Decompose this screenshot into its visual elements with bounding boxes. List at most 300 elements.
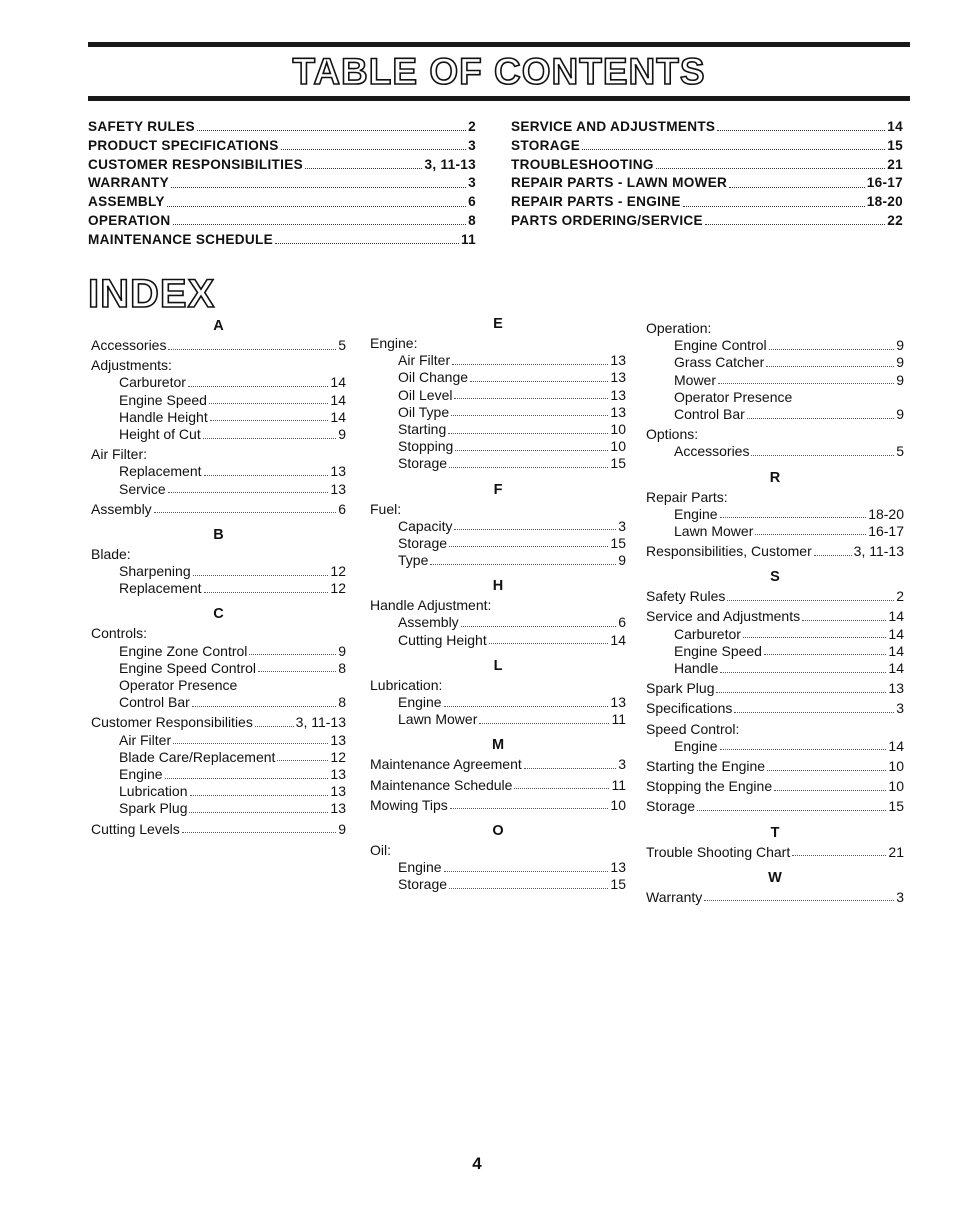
index-entry-page: 13 — [610, 694, 626, 710]
index-entry — [370, 369, 626, 386]
index-entry-label: Assembly — [91, 500, 152, 517]
index-entry-page: 13 — [330, 783, 346, 800]
index-entry-label: Cutting Height — [398, 631, 487, 648]
index-entry — [646, 523, 904, 540]
index-letter-heading: W — [768, 869, 782, 886]
index-leader-dots — [454, 397, 608, 399]
index-entry — [91, 714, 346, 731]
index-leader-dots — [204, 474, 329, 476]
index-letter-heading: B — [213, 526, 224, 543]
toc-entry — [88, 231, 476, 250]
index-entry-label: Replacement — [119, 463, 202, 480]
index-entry-label: Maintenance Agreement — [370, 756, 522, 773]
index-entry-page: 13 — [330, 731, 346, 748]
index-entry-page: 3 — [618, 517, 626, 534]
index-entry — [370, 352, 626, 369]
toc-entry-page: 3 — [468, 137, 476, 153]
index-letter-heading: R — [769, 469, 781, 486]
index-leader-dots — [444, 705, 609, 707]
toc-entry — [88, 212, 476, 231]
index-leader-dots — [720, 671, 886, 673]
index-column-1 — [91, 316, 346, 838]
index-entry — [91, 783, 346, 800]
index-entry — [370, 455, 626, 472]
index-entry-label: Controls: — [91, 625, 148, 642]
index-entry-page: 14 — [888, 625, 904, 642]
toc-leader-dots — [281, 148, 466, 150]
index-entry-label: Control Bar — [119, 694, 190, 711]
toc-entry-page: 3, 11-13 — [424, 156, 476, 172]
index-entry-label: Service and Adjustments — [646, 608, 801, 625]
index-leader-dots — [774, 789, 886, 791]
toc-entry-page: 16-17 — [866, 175, 903, 191]
index-entry-page: 10 — [610, 796, 626, 813]
toc-left-column — [88, 118, 476, 250]
index-entry-label: Blade Care/Replacement — [119, 748, 276, 765]
index-entry-page: 13 — [330, 765, 346, 782]
index-entry-page: 9 — [896, 405, 904, 422]
index-entry-page: 13 — [610, 369, 626, 386]
index-leader-dots — [203, 437, 336, 439]
index-entry — [91, 446, 346, 463]
index-leader-dots — [444, 870, 609, 872]
index-entry-label: Oil Change — [398, 369, 469, 386]
index-leader-dots — [189, 811, 328, 813]
index-leader-dots — [182, 831, 336, 833]
index-entry-page: 11 — [611, 711, 626, 728]
toc-entry — [88, 118, 476, 137]
index-leader-dots — [192, 705, 336, 707]
index-entry — [646, 372, 904, 389]
index-leader-dots — [277, 759, 328, 761]
index-entry-page: 10 — [888, 778, 904, 795]
index-entry — [646, 700, 904, 717]
toc-entry — [511, 137, 903, 156]
index-letter-heading: A — [213, 318, 224, 334]
toc-entry — [511, 156, 903, 175]
index-entry-label: Engine Speed Control — [119, 659, 256, 676]
index-leader-dots — [168, 348, 336, 350]
index-entry-label: Starting — [398, 420, 447, 437]
index-entry — [91, 337, 346, 354]
index-letter-heading: T — [770, 824, 780, 841]
index-letter-heading: M — [491, 737, 505, 754]
index-entry — [646, 660, 904, 677]
index-leader-dots — [449, 545, 608, 547]
index-entry-label: Warranty — [646, 888, 703, 905]
index-entry — [646, 680, 904, 697]
index-entry-page: 13 — [330, 463, 346, 480]
index-leader-dots — [720, 748, 887, 750]
index-leader-dots — [755, 533, 866, 535]
index-leader-dots — [718, 382, 894, 384]
index-entry-label: Operator Presence — [119, 677, 238, 693]
toc-entry-label: PRODUCT SPECIFICATIONS — [88, 137, 279, 153]
index-entry-label: Spark Plug — [646, 680, 715, 697]
index-entry-label: Accessories — [91, 337, 167, 353]
index-entry — [91, 732, 346, 749]
index-entry — [646, 426, 904, 443]
index-entry-page: 9 — [896, 354, 904, 371]
toc-entry — [511, 193, 903, 212]
index-entry-page: 13 — [888, 680, 904, 697]
index-entry — [646, 738, 904, 755]
toc-entry-page: 2 — [468, 119, 476, 134]
toc-entry-label: STORAGE — [511, 137, 581, 153]
index-entry-page: 3, 11-13 — [853, 543, 904, 560]
index-entry — [646, 721, 904, 738]
index-entry — [91, 426, 346, 443]
toc-entry — [511, 212, 903, 231]
index-leader-dots — [165, 777, 329, 779]
index-leader-dots — [489, 642, 609, 644]
index-entry — [370, 421, 626, 438]
index-entry — [370, 335, 626, 352]
toc-leader-dots — [167, 205, 466, 207]
index-entry-page: 13 — [610, 403, 626, 420]
index-entry-label: Storage — [646, 798, 696, 815]
index-letter-heading: F — [493, 481, 503, 498]
index-entry-label: Engine — [119, 765, 163, 782]
index-leader-dots — [193, 574, 329, 576]
index-entry — [91, 766, 346, 783]
toc-entry — [88, 137, 476, 156]
index-entry-label: Storage — [398, 455, 448, 472]
index-leader-dots — [727, 599, 894, 601]
index-entry-page: 14 — [610, 631, 626, 648]
index-entry — [370, 677, 626, 694]
index-entry-label: Spark Plug — [119, 800, 188, 817]
index-entry-label: Lubrication: — [370, 676, 443, 693]
index-leader-dots — [479, 722, 609, 724]
index-leader-dots — [450, 807, 609, 809]
index-letter-heading: S — [770, 569, 780, 586]
index-entry-label: Replacement — [119, 580, 202, 597]
index-entry-label: Air Filter — [119, 731, 172, 748]
index-entry — [370, 518, 626, 535]
index-entry-label: Trouble Shooting Chart — [646, 843, 791, 860]
index-leader-dots — [173, 742, 328, 744]
index-entry — [370, 387, 626, 404]
index-entry-page: 3, 11-13 — [295, 714, 346, 731]
index-entry-page: 9 — [338, 425, 346, 442]
index-leader-dots — [734, 711, 894, 713]
toc-leader-dots — [705, 223, 885, 225]
index-leader-dots — [743, 636, 887, 638]
index-leader-dots — [524, 767, 616, 769]
index-entry — [646, 389, 904, 406]
index-entry-label: Service — [119, 480, 166, 497]
index-letter-heading: E — [493, 316, 503, 332]
index-leader-dots — [766, 365, 894, 367]
index-entry-page: 13 — [330, 480, 346, 497]
index-entry — [91, 580, 346, 597]
index-entry-label: Engine Control — [674, 337, 767, 354]
toc-entry-page: 3 — [468, 175, 476, 191]
index-entry-label: Oil Type — [398, 403, 450, 420]
index-entry-label: Type — [398, 552, 429, 569]
index-entry-page: 14 — [330, 374, 346, 391]
index-leader-dots — [767, 769, 886, 771]
index-entry — [91, 821, 346, 838]
index-entry-label: Adjustments: — [91, 357, 172, 374]
toc-entry-page: 8 — [468, 212, 476, 228]
index-leader-dots — [249, 653, 336, 655]
toc-leader-dots — [729, 186, 865, 188]
index-leader-dots — [449, 466, 608, 468]
index-entry-label: Starting the Engine — [646, 757, 766, 774]
index-entry-label: Handle — [674, 660, 719, 676]
index-entry-label: Handle Height — [119, 408, 208, 425]
index-entry-page: 12 — [330, 748, 346, 765]
index-leader-dots — [454, 528, 616, 530]
index-entry-page: 10 — [610, 420, 626, 437]
index-entry-page: 13 — [610, 386, 626, 403]
index-leader-dots — [792, 854, 886, 856]
index-entry-page: 11 — [611, 776, 626, 793]
toc-entry — [88, 193, 476, 212]
toc-title: TABLE OF CONTENTS — [292, 51, 706, 92]
index-entry — [646, 588, 904, 605]
index-entry-page: 12 — [330, 563, 346, 580]
toc-entry-label: SERVICE AND ADJUSTMENTS — [511, 119, 716, 134]
index-entry-label: Lawn Mower — [398, 711, 478, 728]
index-entry-label: Air Filter: — [91, 446, 147, 463]
index-entry-page: 3 — [896, 888, 904, 905]
toc-entry — [88, 174, 476, 193]
index-entry-label: Accessories — [674, 443, 750, 460]
index-entry — [646, 798, 904, 815]
index-leader-dots — [255, 725, 294, 727]
index-leader-dots — [704, 899, 894, 901]
index-entry-label: Maintenance Schedule — [370, 776, 513, 793]
toc-entry-label: OPERATION — [88, 212, 171, 228]
toc-leader-dots — [171, 186, 466, 188]
index-entry — [370, 438, 626, 455]
index-entry-page: 6 — [618, 614, 626, 631]
index-entry — [91, 660, 346, 677]
index-leader-dots — [814, 554, 852, 556]
index-entry-page: 9 — [338, 642, 346, 659]
index-leader-dots — [190, 794, 329, 796]
index-entry — [646, 889, 904, 906]
index-entry-label: Mowing Tips — [370, 796, 448, 813]
index-entry — [646, 506, 904, 523]
index-entry — [91, 563, 346, 580]
index-entry — [91, 501, 346, 518]
index-entry-label: Specifications — [646, 700, 733, 717]
toc-leader-dots — [275, 242, 459, 244]
index-entry-page: 12 — [330, 580, 346, 597]
index-entry-label: Height of Cut — [119, 425, 201, 442]
index-entry-page: 16-17 — [868, 522, 904, 539]
index-entry — [91, 625, 346, 642]
toc-leader-dots — [683, 205, 865, 207]
index-leader-dots — [720, 516, 867, 518]
toc-entry-label: TROUBLESHOOTING — [511, 156, 654, 172]
index-entry-label: Blade: — [91, 545, 131, 562]
toc-entry-label: SAFETY RULES — [88, 119, 195, 134]
index-entry-label: Operator Presence — [674, 388, 793, 405]
index-entry — [91, 749, 346, 766]
index-entry-page: 9 — [896, 337, 904, 354]
index-entry — [646, 406, 904, 423]
toc-entry — [88, 156, 476, 175]
index-entry-label: Sharpening — [119, 563, 191, 580]
index-leader-dots — [210, 419, 329, 421]
index-entry — [370, 876, 626, 893]
index-leader-dots — [168, 491, 329, 493]
index-entry-page: 13 — [330, 800, 346, 817]
index-entry-page: 14 — [888, 642, 904, 659]
index-entry-label: Grass Catcher — [674, 354, 765, 371]
toc-entry-label: ASSEMBLY — [88, 194, 165, 210]
toc-leader-dots — [197, 129, 466, 131]
index-entry — [646, 443, 904, 460]
index-entry-label: Lawn Mower — [674, 522, 754, 539]
index-entry-label: Engine Zone Control — [119, 642, 248, 659]
index-leader-dots — [470, 380, 608, 382]
index-entry-label: Safety Rules — [646, 588, 726, 605]
index-entry-label: Handle Adjustment: — [370, 597, 492, 614]
index-entry — [370, 552, 626, 569]
index-entry-label: Engine — [674, 505, 718, 522]
index-entry — [370, 597, 626, 614]
index-leader-dots — [449, 887, 608, 889]
toc-entry-page: 22 — [887, 212, 903, 228]
index-entry-page: 13 — [610, 859, 626, 876]
index-leader-dots — [154, 511, 337, 513]
index-entry-label: Engine: — [370, 335, 418, 351]
index-entry-label: Stopping — [398, 438, 454, 455]
index-entry — [370, 535, 626, 552]
index-entry-label: Engine — [398, 859, 442, 876]
toc-entry — [511, 174, 903, 193]
index-entry-label: Carburetor — [674, 625, 741, 642]
index-entry — [646, 489, 904, 506]
toc-entry-page: 6 — [468, 194, 476, 210]
toc-entry-page: 21 — [887, 156, 903, 172]
index-entry-label: Storage — [398, 876, 448, 893]
toc-right-column — [511, 118, 903, 231]
toc-leader-dots — [173, 223, 467, 225]
page-number: 4 — [472, 1154, 482, 1173]
toc-entry-label: PARTS ORDERING/SERVICE — [511, 212, 703, 228]
index-leader-dots — [430, 563, 616, 565]
index-entry — [370, 711, 626, 728]
index-entry-label: Oil: — [370, 841, 391, 858]
index-letter-heading: C — [213, 606, 224, 623]
top-rule — [88, 42, 910, 47]
index-leader-dots — [448, 432, 608, 434]
index-entry-page: 10 — [888, 757, 904, 774]
toc-entry-label: MAINTENANCE SCHEDULE — [88, 231, 273, 247]
index-entry — [370, 501, 626, 518]
index-entry-label: Control Bar — [674, 405, 745, 422]
index-entry — [646, 337, 904, 354]
index-leader-dots — [764, 653, 886, 655]
index-entry-page: 14 — [888, 660, 904, 676]
index-entry — [370, 632, 626, 649]
index-entry — [646, 844, 904, 861]
index-leader-dots — [716, 691, 886, 693]
toc-entry-label: CUSTOMER RESPONSIBILITIES — [88, 156, 303, 172]
index-entry — [370, 859, 626, 876]
index-leader-dots — [451, 414, 608, 416]
index-entry — [91, 463, 346, 480]
index-entry-page: 5 — [896, 443, 904, 460]
index-entry-page: 13 — [610, 352, 626, 369]
index-entry — [646, 778, 904, 795]
toc-leader-dots — [305, 167, 423, 169]
index-leader-dots — [697, 809, 886, 811]
index-letter-heading: H — [492, 578, 504, 595]
index-entry — [646, 643, 904, 660]
toc-leader-dots — [717, 129, 885, 131]
index-entry-page: 3 — [896, 700, 904, 717]
index-entry-label: Responsibilities, Customer — [646, 543, 812, 560]
index-entry-page: 10 — [610, 438, 626, 455]
index-entry-label: Mower — [674, 371, 717, 388]
index-entry-label: Engine Speed — [674, 642, 762, 659]
index-entry-page: 8 — [338, 694, 346, 711]
index-entry — [91, 392, 346, 409]
index-entry — [646, 354, 904, 371]
index-entry-page: 9 — [618, 552, 626, 569]
index-entry — [646, 626, 904, 643]
index-entry — [91, 374, 346, 391]
index-entry-page: 8 — [338, 659, 346, 676]
index-entry-label: Engine — [398, 694, 442, 710]
index-entry-label: Oil Level — [398, 386, 453, 403]
index-leader-dots — [258, 670, 336, 672]
index-entry — [646, 320, 904, 337]
index-leader-dots — [209, 402, 328, 404]
index-leader-dots — [802, 619, 886, 621]
index-leader-dots — [452, 363, 608, 365]
index-entry-page: 15 — [610, 534, 626, 551]
index-entry-label: Engine — [674, 737, 718, 754]
index-entry-page: 14 — [330, 408, 346, 425]
toc-entry-page: 11 — [461, 231, 476, 247]
index-entry-page: 15 — [610, 455, 626, 472]
index-entry-label: Customer Responsibilities — [91, 714, 253, 731]
index-entry-page: 21 — [888, 843, 904, 860]
index-entry-page: 3 — [618, 756, 626, 773]
toc-leader-dots — [582, 148, 885, 150]
index-entry-page: 14 — [330, 391, 346, 408]
index-column-2 — [370, 314, 626, 894]
index-column-3 — [646, 320, 904, 906]
index-entry — [91, 409, 346, 426]
index-entry-label: Storage — [398, 534, 448, 551]
index-entry — [91, 694, 346, 711]
index-leader-dots — [188, 385, 329, 387]
index-entry-label: Options: — [646, 426, 699, 443]
index-leader-dots — [769, 348, 895, 350]
index-entry-page: 14 — [888, 737, 904, 754]
toc-entry-label: REPAIR PARTS - LAWN MOWER — [511, 175, 728, 191]
index-entry — [91, 677, 346, 694]
index-entry-label: Carburetor — [119, 374, 186, 391]
index-leader-dots — [455, 449, 608, 451]
index-entry-label: Fuel: — [370, 500, 402, 517]
index-entry — [370, 797, 626, 814]
index-leader-dots — [204, 591, 329, 593]
index-entry — [91, 357, 346, 374]
index-entry — [91, 546, 346, 563]
index-entry — [646, 543, 904, 560]
